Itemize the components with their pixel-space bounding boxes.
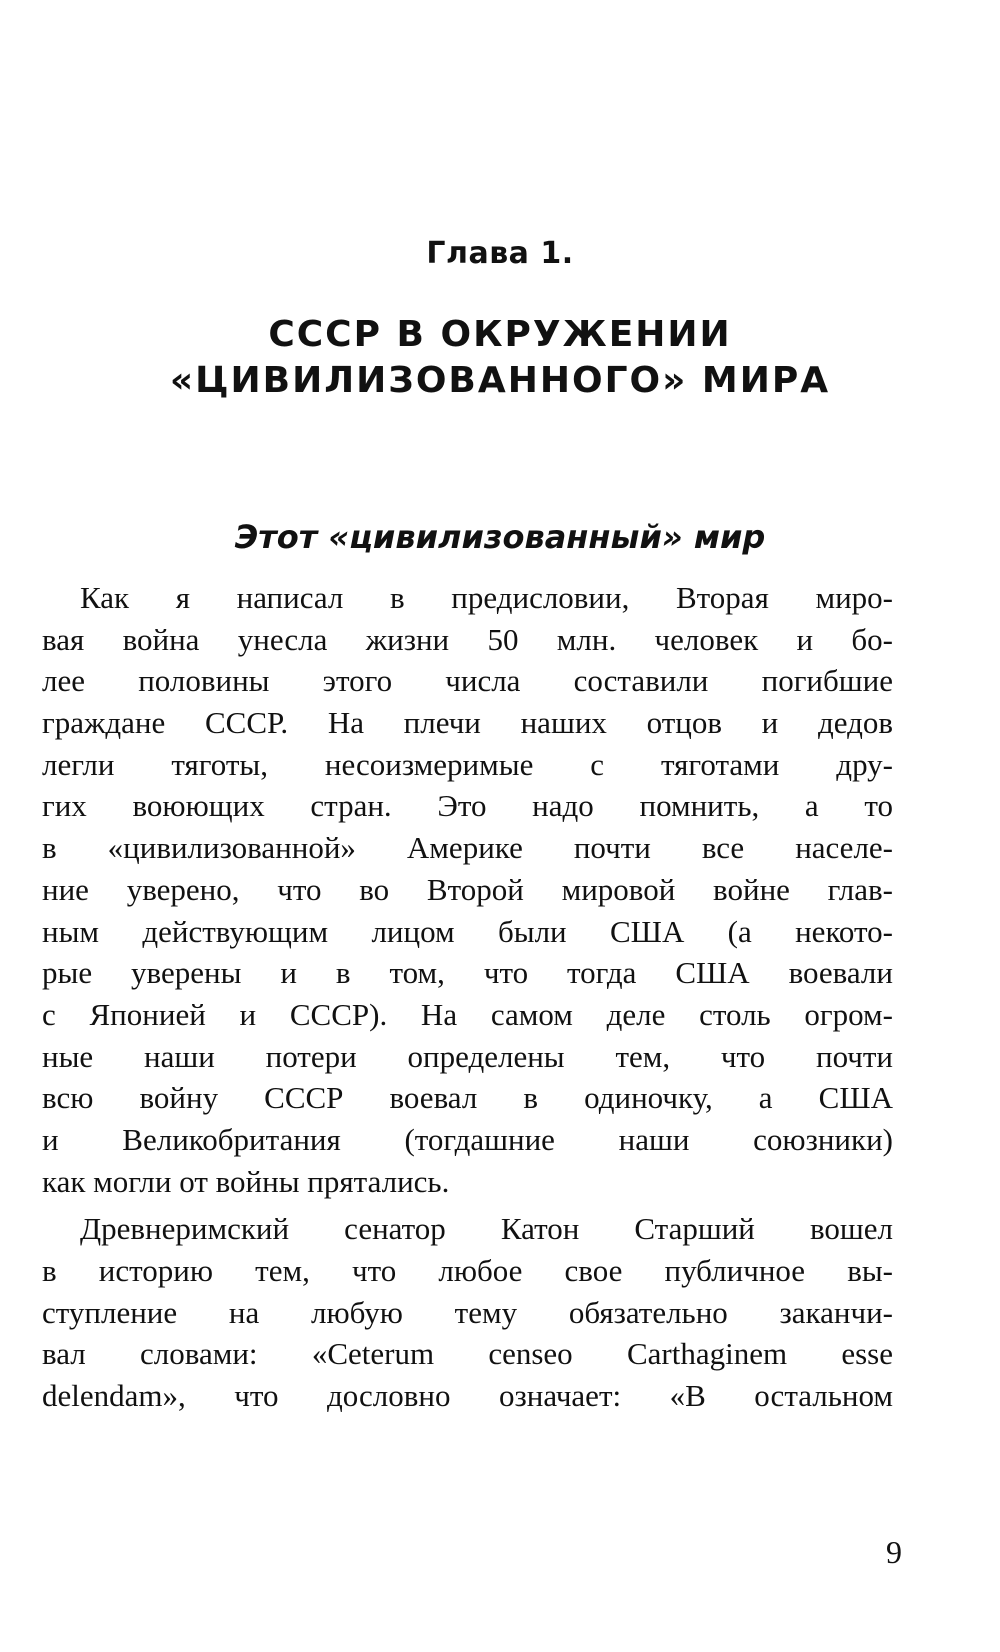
- chapter-title: [0, 312, 1000, 404]
- text-line: граждане СССР. На плечи наших отцов и дедов: [42, 705, 893, 741]
- text-line: легли тяготы, несоизмеримые с тяготами дру-: [42, 746, 893, 782]
- text-line: ступление на любую тему обязательно заканчи-: [42, 1294, 893, 1330]
- text-line: Как я написал в предисловии, Вторая миро-: [80, 580, 893, 615]
- text-line: с Японией и СССР). На самом деле столь огром-: [42, 996, 893, 1032]
- text-line: delendam», что дословно означает: «В остальном: [42, 1378, 893, 1414]
- text-line: лее половины этого числа составили погибшие: [42, 663, 893, 699]
- text-line: ным действующим лицом были США (а некото-: [42, 913, 893, 949]
- chapter-label: Глава 1.: [426, 236, 574, 271]
- chapter-title-line-1: СССР В ОКРУЖЕНИИ: [268, 314, 732, 355]
- section-heading: Этот «цивилизованный» мир: [234, 518, 766, 556]
- text-line: как могли от войны прятались.: [42, 1163, 450, 1199]
- chapter-title-line-2: «ЦИВИЛИЗОВАННОГО» МИРА: [169, 360, 831, 401]
- page-number: 9: [886, 1534, 902, 1570]
- text-line: Древнеримский сенатор Катон Старший вошел: [80, 1211, 893, 1247]
- text-line: в «цивилизованной» Америке почти все населе-: [42, 830, 893, 866]
- paragraph-1: [42, 577, 893, 1202]
- text-line: вал словами: «Ceterum censeo Carthaginem esse: [42, 1336, 893, 1372]
- paragraph-2: [42, 1208, 893, 1416]
- text-line: рые уверены и в том, что тогда США воевали: [42, 955, 893, 991]
- text-line: в историю тем, что любое свое публичное вы-: [42, 1253, 893, 1288]
- text-line: всю войну СССР воевал в одиночку, а США: [42, 1080, 893, 1116]
- text-line: гих воюющих стран. Это надо помнить, а то: [42, 788, 893, 824]
- text-line: ные наши потери определены тем, что почти: [42, 1038, 893, 1074]
- body-text: [42, 577, 893, 1417]
- text-line: вая война унесла жизни 50 млн. человек и бо-: [42, 621, 893, 657]
- text-line: и Великобритания (тогдашние наши союзники): [42, 1121, 893, 1157]
- text-line: ние уверено, что во Второй мировой войне глав-: [42, 871, 893, 907]
